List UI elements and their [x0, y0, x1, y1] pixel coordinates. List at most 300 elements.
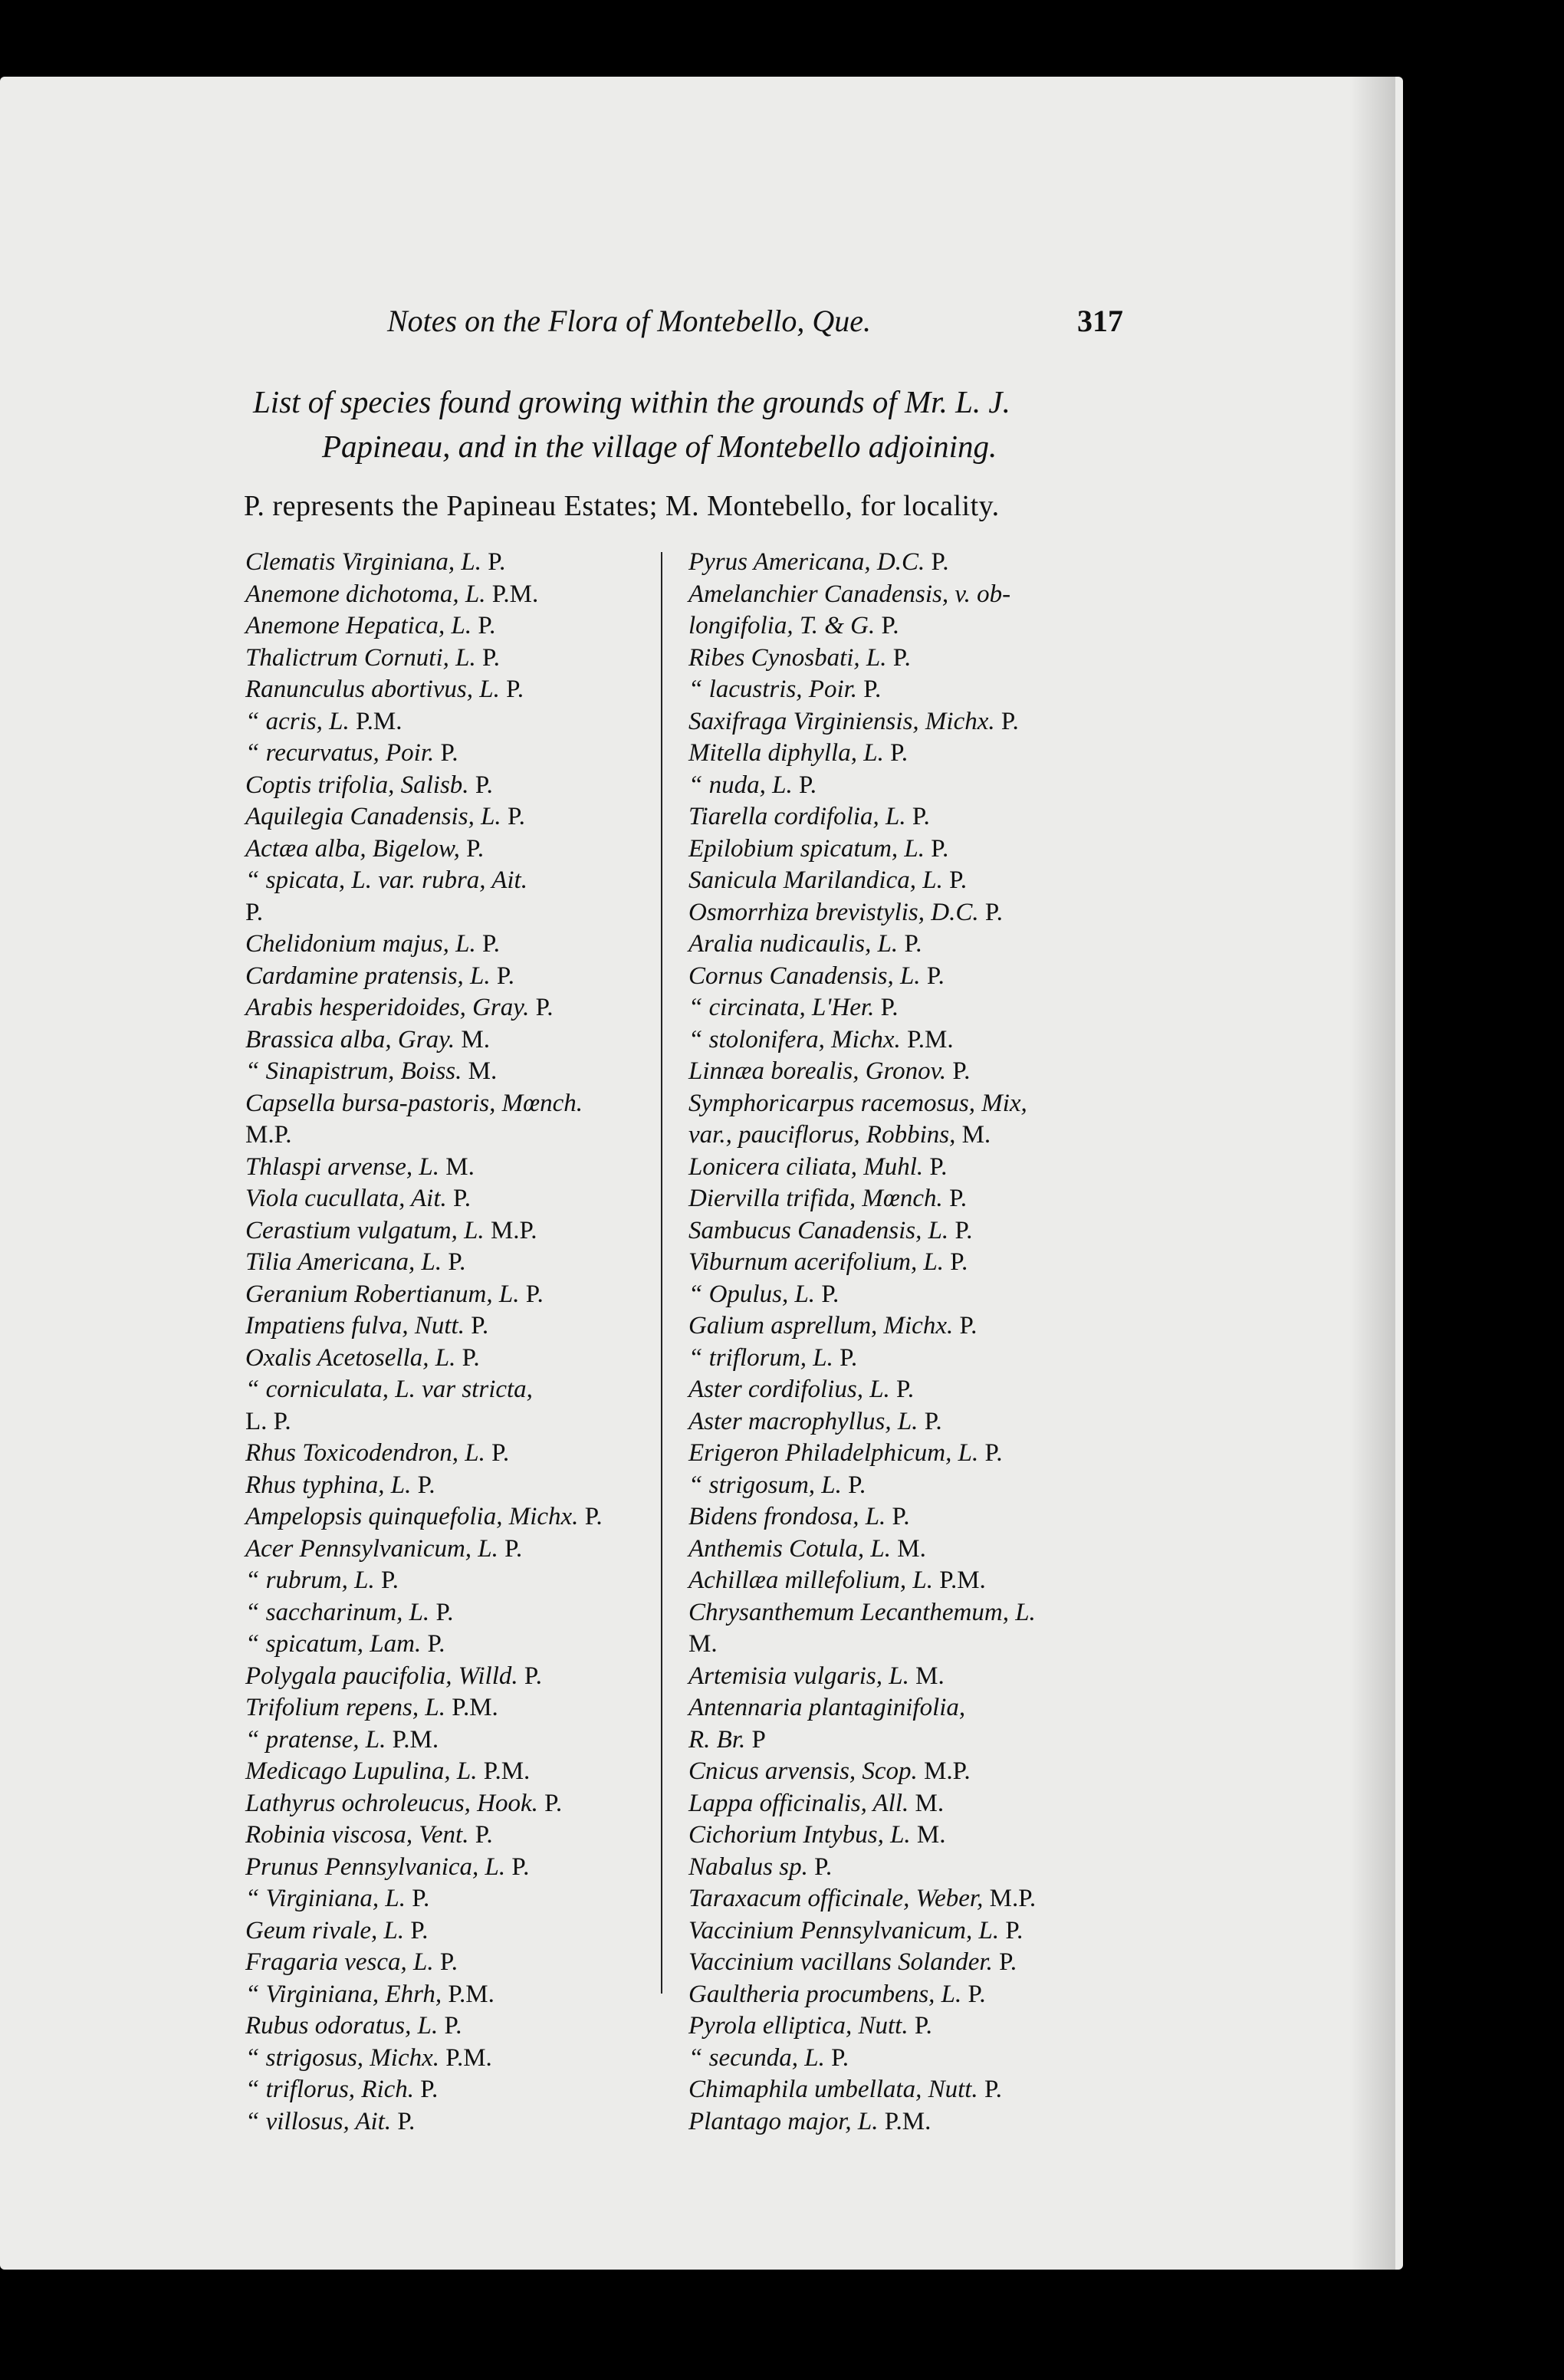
species-locality: M. — [445, 1152, 475, 1181]
species-entry — [245, 1056, 659, 1088]
species-name: Plantago major, L. — [688, 2107, 879, 2135]
species-name: Gaultheria procumbens, L. — [688, 1980, 962, 2008]
species-locality: P. — [892, 1503, 910, 1530]
species-entry — [245, 801, 659, 833]
species-entry — [688, 1406, 1125, 1438]
species-name: Antennaria plantaginifolia, — [688, 1694, 966, 1721]
species-entry — [688, 706, 1125, 738]
species-name: Anemone Hepatica, L. — [245, 612, 472, 639]
species-entry — [688, 1183, 1125, 1215]
species-entry — [688, 1501, 1125, 1534]
species-name: var., pauciflorus, Robbins, — [688, 1121, 956, 1149]
list-intro — [253, 380, 1127, 468]
species-locality: P. — [924, 1407, 942, 1435]
species-locality: P. — [440, 739, 458, 767]
species-locality: P. — [410, 1916, 429, 1944]
species-locality: P. — [524, 1662, 542, 1690]
species-locality: P. — [840, 1343, 858, 1372]
species-locality: M. — [897, 1534, 926, 1563]
species-locality: P. — [821, 1280, 840, 1308]
species-entry — [688, 738, 1125, 770]
species-name: Prunus Pennsylvanica, L. — [245, 1852, 506, 1881]
species-name: Viola cucullata, Ait. — [245, 1185, 447, 1212]
species-name: “ acris, L. — [245, 707, 350, 735]
species-locality: P.M. — [452, 1694, 498, 1721]
species-entry — [245, 1438, 659, 1470]
species-name: Saxifraga Virginiensis, Michx. — [688, 707, 995, 735]
species-name: Aster macrophyllus, L. — [688, 1407, 918, 1435]
species-locality: P. — [914, 2012, 932, 2040]
species-entry — [245, 1501, 659, 1534]
species-name: “ secunda, L. — [688, 2043, 825, 2072]
species-entry — [688, 2010, 1125, 2043]
species-entry — [245, 1565, 659, 1597]
species-name: “ rubrum, L. — [245, 1566, 375, 1594]
species-entry — [245, 2074, 659, 2106]
species-entry — [245, 833, 659, 866]
species-name: Cornus Canadensis, L. — [688, 962, 921, 990]
species-name: Osmorrhiza brevistylis, D.C. — [688, 898, 979, 926]
species-entry — [688, 1597, 1125, 1629]
species-entry — [688, 1788, 1125, 1820]
species-entry — [688, 674, 1125, 706]
species-name: “ strigosus, Michx. — [245, 2043, 440, 2072]
species-name: Cichorium Intybus, L. — [688, 1821, 911, 1849]
species-entry — [245, 1947, 659, 1979]
species-locality: P. — [863, 676, 882, 703]
species-name: Geum rivale, L. — [245, 1916, 405, 1944]
species-locality: P.M. — [448, 1980, 495, 2008]
species-entry — [688, 992, 1125, 1024]
species-entry — [245, 2010, 659, 2043]
species-locality: P. — [912, 803, 930, 830]
species-locality: P. — [439, 1948, 458, 1976]
species-locality: M. — [961, 1121, 991, 1149]
species-entry — [688, 897, 1125, 929]
species-locality: P. — [478, 612, 496, 639]
species-name: Cardamine pratensis, L. — [245, 962, 491, 990]
species-name: Geranium Robertianum, L. — [245, 1280, 520, 1308]
species-entry — [688, 865, 1125, 897]
species-entry — [245, 1788, 659, 1820]
species-name: Diervilla trifida, Mœnch. — [688, 1185, 943, 1212]
species-entry — [688, 579, 1125, 611]
species-entry — [688, 1279, 1125, 1311]
species-locality: P. — [798, 771, 816, 799]
species-locality: P. — [896, 1376, 914, 1403]
species-entry — [688, 1915, 1125, 1948]
species-name: “ Sinapistrum, Boiss. — [245, 1057, 462, 1085]
species-entry — [245, 961, 659, 993]
species-entry — [688, 1374, 1125, 1406]
species-locality: P. — [397, 2107, 416, 2135]
species-entry — [688, 643, 1125, 675]
species-locality: P.M. — [392, 1725, 439, 1754]
species-name: Amelanchier Canadensis, v. ob- — [688, 580, 1011, 608]
species-name: Viburnum acerifolium, L. — [688, 1248, 945, 1276]
species-locality: P. — [904, 930, 922, 958]
species-entry — [245, 1534, 659, 1566]
species-name: “ saccharinum, L. — [245, 1598, 430, 1626]
page-edge-shadow — [1349, 0, 1395, 2380]
species-locality: P. — [984, 1439, 1003, 1467]
species-locality: P — [751, 1725, 766, 1754]
species-locality: P. — [245, 898, 263, 926]
species-locality: P. — [427, 1630, 445, 1658]
species-entry — [245, 1279, 659, 1311]
species-name: Erigeron Philadelphicum, L. — [688, 1439, 979, 1467]
species-entry — [688, 961, 1125, 993]
species-name: Aralia nudicaulis, L. — [688, 930, 899, 958]
species-name: Thlaspi arvense, L. — [245, 1152, 440, 1181]
species-locality: P. — [1001, 707, 1019, 735]
species-locality: P. — [544, 1789, 563, 1817]
species-locality: P. — [984, 898, 1003, 926]
species-name: Ampelopsis quinquefolia, Michx. — [245, 1503, 579, 1530]
species-entry — [245, 610, 659, 643]
species-locality: P. — [931, 548, 949, 576]
species-locality: P. — [420, 2076, 439, 2103]
species-name: Tiarella cordifolia, L. — [688, 803, 906, 830]
species-entry — [245, 674, 659, 706]
species-entry — [688, 1692, 1125, 1724]
species-name: Rubus odoratus, L. — [245, 2012, 439, 2040]
species-name: “ Virginiana, Ehrh, — [245, 1980, 442, 2008]
species-locality: P. — [471, 1312, 489, 1340]
species-name: Vaccinium Pennsylvanicum, L. — [688, 1916, 1000, 1944]
species-locality: P. — [535, 994, 554, 1021]
species-name: Galium asprellum, Michx. — [688, 1312, 954, 1340]
species-entry — [688, 1152, 1125, 1184]
species-entry — [688, 1310, 1125, 1343]
species-name: Lappa officinalis, All. — [688, 1789, 909, 1817]
species-entry — [688, 2043, 1125, 2075]
species-entry — [245, 897, 659, 929]
species-locality: M.P. — [924, 1757, 971, 1785]
species-entry — [245, 706, 659, 738]
species-name: Anemone dichotoma, L. — [245, 580, 486, 608]
species-entry — [245, 1152, 659, 1184]
species-name: Ribes Cynosbati, L. — [688, 643, 887, 672]
species-entry — [245, 579, 659, 611]
species-entry — [245, 1088, 659, 1120]
species-name: Thalictrum Cornuti, L. — [245, 643, 476, 672]
species-name: Polygala paucifolia, Willd. — [245, 1662, 518, 1690]
species-name: Pyrus Americana, D.C. — [688, 548, 925, 576]
species-entry — [688, 1724, 1125, 1757]
species-name: “ stolonifera, Michx. — [688, 1025, 901, 1054]
species-name: Coptis trifolia, Salisb. — [245, 771, 469, 799]
species-locality: P. — [496, 962, 514, 990]
species-entry — [245, 1852, 659, 1884]
species-name: Pyrola elliptica, Nutt. — [688, 2012, 909, 2040]
species-locality: M. — [915, 1662, 945, 1690]
species-entry — [245, 1183, 659, 1215]
species-name: Cnicus arvensis, Scop. — [688, 1757, 918, 1785]
species-locality: P. — [880, 994, 899, 1021]
species-name: Anthemis Cotula, L. — [688, 1534, 892, 1563]
species-locality: P.M. — [884, 2107, 932, 2135]
species-entry — [688, 1343, 1125, 1375]
species-entry — [688, 1215, 1125, 1248]
species-entry — [245, 1310, 659, 1343]
species-entry — [245, 2106, 659, 2138]
species-locality: P.M. — [491, 580, 539, 608]
species-locality: P. — [412, 1885, 430, 1912]
species-entry — [245, 1470, 659, 1502]
species-name: Mitella diphylla, L. — [688, 739, 884, 767]
species-locality: M.P. — [490, 1216, 537, 1244]
species-entry — [245, 770, 659, 802]
species-entry — [688, 1565, 1125, 1597]
species-locality: P. — [506, 676, 524, 703]
species-locality: M. — [916, 1821, 946, 1849]
species-locality: M.P. — [245, 1121, 292, 1149]
species-name: Aquilegia Canadensis, L. — [245, 803, 501, 830]
species-entry — [688, 801, 1125, 833]
species-entry — [688, 833, 1125, 866]
species-locality: P.M. — [445, 2043, 492, 2072]
species-name: “ Opulus, L. — [688, 1280, 816, 1308]
species-name: Epilobium spicatum, L. — [688, 834, 925, 863]
species-locality: P. — [949, 1185, 968, 1212]
species-entry — [688, 1883, 1125, 1915]
species-name: Capsella bursa-pastoris, Mœnch. — [245, 1089, 583, 1117]
species-locality: P. — [955, 1216, 973, 1244]
intro-line-2: Papineau, and in the village of Montebello adjoining. — [322, 429, 997, 464]
species-entry — [245, 865, 659, 897]
running-title: Notes on the Flora of Montebello, Que. — [387, 304, 872, 338]
species-locality: P. — [950, 1248, 968, 1276]
species-locality: P. — [831, 2043, 849, 2072]
species-name: Acer Pennsylvanicum, L. — [245, 1534, 498, 1563]
species-locality: M. — [461, 1025, 491, 1054]
species-entry — [688, 1247, 1125, 1279]
species-name: Vaccinium vacillans Solander. — [688, 1948, 993, 1976]
species-locality: P.M. — [483, 1757, 531, 1785]
species-name: Bidens frondosa, L. — [688, 1503, 886, 1530]
species-name: Symphoricarpus racemosus, Mix, — [688, 1089, 1027, 1117]
species-locality: P. — [952, 1057, 971, 1085]
species-name: “ Virginiana, L. — [245, 1885, 406, 1912]
species-locality: P. — [848, 1471, 866, 1499]
species-name: Chimaphila umbellata, Nutt. — [688, 2076, 978, 2103]
species-name: “ spicata, L. var. rubra, Ait. — [245, 866, 527, 894]
species-entry — [245, 1820, 659, 1852]
species-locality: P. — [814, 1852, 833, 1881]
species-entry — [688, 1056, 1125, 1088]
species-name: “ strigosum, L. — [688, 1471, 842, 1499]
species-name: Taraxacum officinale, Weber, — [688, 1885, 984, 1912]
species-locality: P. — [929, 1152, 948, 1181]
species-name: Ranunculus abortivus, L. — [245, 676, 500, 703]
species-name: “ pratense, L. — [245, 1725, 386, 1754]
species-locality: P. — [507, 803, 525, 830]
species-name: Fragaria vesca, L. — [245, 1948, 434, 1976]
species-name: Impatiens fulva, Nutt. — [245, 1312, 465, 1340]
species-name: “ spicatum, Lam. — [245, 1630, 422, 1658]
species-locality: P. — [481, 643, 500, 672]
species-entry — [688, 1024, 1125, 1057]
species-name: Cerastium vulgatum, L. — [245, 1216, 485, 1244]
species-name: Medicago Lupulina, L. — [245, 1757, 478, 1785]
species-locality: M. — [915, 1789, 945, 1817]
species-locality: M. — [688, 1630, 718, 1658]
species-locality: P. — [926, 962, 945, 990]
species-locality: P. — [504, 1534, 523, 1563]
species-name: longifolia, T. & G. — [688, 612, 876, 639]
species-entry — [245, 1692, 659, 1724]
species-column-left — [245, 547, 659, 2138]
species-locality: P. — [890, 739, 909, 767]
species-entry — [245, 1215, 659, 1248]
species-entry — [245, 1756, 659, 1788]
species-column-right — [688, 547, 1125, 2138]
species-locality: P. — [968, 1980, 986, 2008]
species-entry — [245, 1915, 659, 1948]
species-name: Sambucus Canadensis, L. — [688, 1216, 949, 1244]
species-name: “ nuda, L. — [688, 771, 793, 799]
species-entry — [688, 1661, 1125, 1693]
species-name: Nabalus sp. — [688, 1852, 808, 1881]
species-entry — [688, 1119, 1125, 1152]
species-locality: P. — [475, 1821, 493, 1849]
species-name: R. Br. — [688, 1725, 746, 1754]
species-name: Sanicula Marilandica, L. — [688, 866, 943, 894]
species-name: Robinia viscosa, Vent. — [245, 1821, 469, 1849]
species-name: “ recurvatus, Poir. — [245, 739, 435, 767]
species-locality: P.M. — [355, 707, 402, 735]
species-locality: P. — [453, 1185, 471, 1212]
species-name: Lonicera ciliata, Muhl. — [688, 1152, 924, 1181]
species-entry — [688, 610, 1125, 643]
species-name: Chelidonium majus, L. — [245, 930, 476, 958]
running-header — [387, 303, 1123, 339]
species-entry — [245, 1247, 659, 1279]
species-entry — [688, 1852, 1125, 1884]
species-name: Chrysanthemum Lecanthemum, L. — [688, 1598, 1036, 1626]
species-locality: P. — [466, 834, 485, 863]
species-name: Actæa alba, Bigelow, — [245, 834, 460, 863]
page-number: 317 — [1077, 304, 1123, 338]
species-entry — [245, 929, 659, 961]
species-locality: P. — [584, 1503, 603, 1530]
species-locality: M. — [468, 1057, 498, 1085]
species-locality: P. — [949, 866, 968, 894]
species-locality: L. P. — [245, 1407, 291, 1435]
species-entry — [688, 1088, 1125, 1120]
species-entry — [688, 770, 1125, 802]
species-entry — [688, 547, 1125, 579]
species-locality: M.P. — [989, 1885, 1037, 1912]
species-entry — [245, 1343, 659, 1375]
species-entry — [245, 1724, 659, 1757]
species-entry — [688, 1629, 1125, 1661]
species-name: “ villosus, Ait. — [245, 2107, 392, 2135]
species-entry — [688, 1534, 1125, 1566]
species-name: Aster cordifolius, L. — [688, 1376, 890, 1403]
species-entry — [245, 1883, 659, 1915]
species-entry — [245, 1597, 659, 1629]
species-entry — [688, 1756, 1125, 1788]
species-entry — [245, 643, 659, 675]
species-name: “ circinata, L'Her. — [688, 994, 875, 1021]
species-name: Tilia Americana, L. — [245, 1248, 442, 1276]
species-entry — [688, 1947, 1125, 1979]
species-entry — [245, 1024, 659, 1057]
species-locality: P.M. — [939, 1566, 986, 1594]
species-entry — [688, 1470, 1125, 1502]
species-name: Brassica alba, Gray. — [245, 1025, 455, 1054]
species-locality: P. — [892, 643, 911, 672]
species-name: Oxalis Acetosella, L. — [245, 1343, 456, 1372]
species-name: Rhus typhina, L. — [245, 1471, 412, 1499]
species-locality: P. — [525, 1280, 544, 1308]
species-entry — [245, 2043, 659, 2075]
species-name: “ lacustris, Poir. — [688, 676, 858, 703]
species-locality: P. — [417, 1471, 435, 1499]
species-locality: P. — [959, 1312, 978, 1340]
species-entry — [688, 2106, 1125, 2138]
locality-legend: P. represents the Papineau Estates; M. Montebello, for locality. — [244, 490, 1000, 522]
species-locality: P. — [488, 548, 506, 576]
species-entry — [688, 1438, 1125, 1470]
species-name: Lathyrus ochroleucus, Hook. — [245, 1789, 538, 1817]
species-entry — [245, 1661, 659, 1693]
species-name: Trifolium repens, L. — [245, 1694, 445, 1721]
species-entry — [245, 992, 659, 1024]
species-name: “ corniculata, L. var stricta, — [245, 1376, 533, 1403]
species-name: “ triflorum, L. — [688, 1343, 833, 1372]
species-locality: P. — [491, 1439, 510, 1467]
species-entry — [688, 929, 1125, 961]
column-divider — [661, 552, 662, 1994]
species-locality: P. — [481, 930, 500, 958]
species-entry — [245, 1119, 659, 1152]
species-entry — [245, 547, 659, 579]
species-locality: P. — [984, 2076, 1002, 2103]
species-entry — [245, 738, 659, 770]
species-entry — [688, 1979, 1125, 2011]
species-locality: P.M. — [907, 1025, 954, 1054]
species-locality: P. — [435, 1598, 454, 1626]
species-locality: P. — [999, 1948, 1017, 1976]
species-name: Rhus Toxicodendron, L. — [245, 1439, 485, 1467]
species-entry — [688, 2074, 1125, 2106]
species-locality: P. — [475, 771, 493, 799]
species-locality: P. — [511, 1852, 530, 1881]
species-entry — [688, 1820, 1125, 1852]
species-entry — [245, 1979, 659, 2011]
species-name: Clematis Virginiana, L. — [245, 548, 482, 576]
species-locality: P. — [380, 1566, 399, 1594]
species-entry — [245, 1374, 659, 1406]
species-locality: P. — [444, 2012, 462, 2040]
species-name: Artemisia vulgaris, L. — [688, 1662, 909, 1690]
species-name: Linnæa borealis, Gronov. — [688, 1057, 947, 1085]
species-locality: P. — [448, 1248, 466, 1276]
intro-line-1: List of species found growing within the grounds of Mr. L. J. — [253, 384, 1010, 419]
species-name: “ triflorus, Rich. — [245, 2076, 415, 2103]
species-name: Arabis hesperidoides, Gray. — [245, 994, 530, 1021]
species-locality: P. — [931, 834, 949, 863]
species-entry — [245, 1629, 659, 1661]
species-name: Achillæa millefolium, L. — [688, 1566, 933, 1594]
species-locality: P. — [881, 612, 899, 639]
species-locality: P. — [462, 1343, 480, 1372]
species-entry — [245, 1406, 659, 1438]
species-locality: P. — [1005, 1916, 1024, 1944]
